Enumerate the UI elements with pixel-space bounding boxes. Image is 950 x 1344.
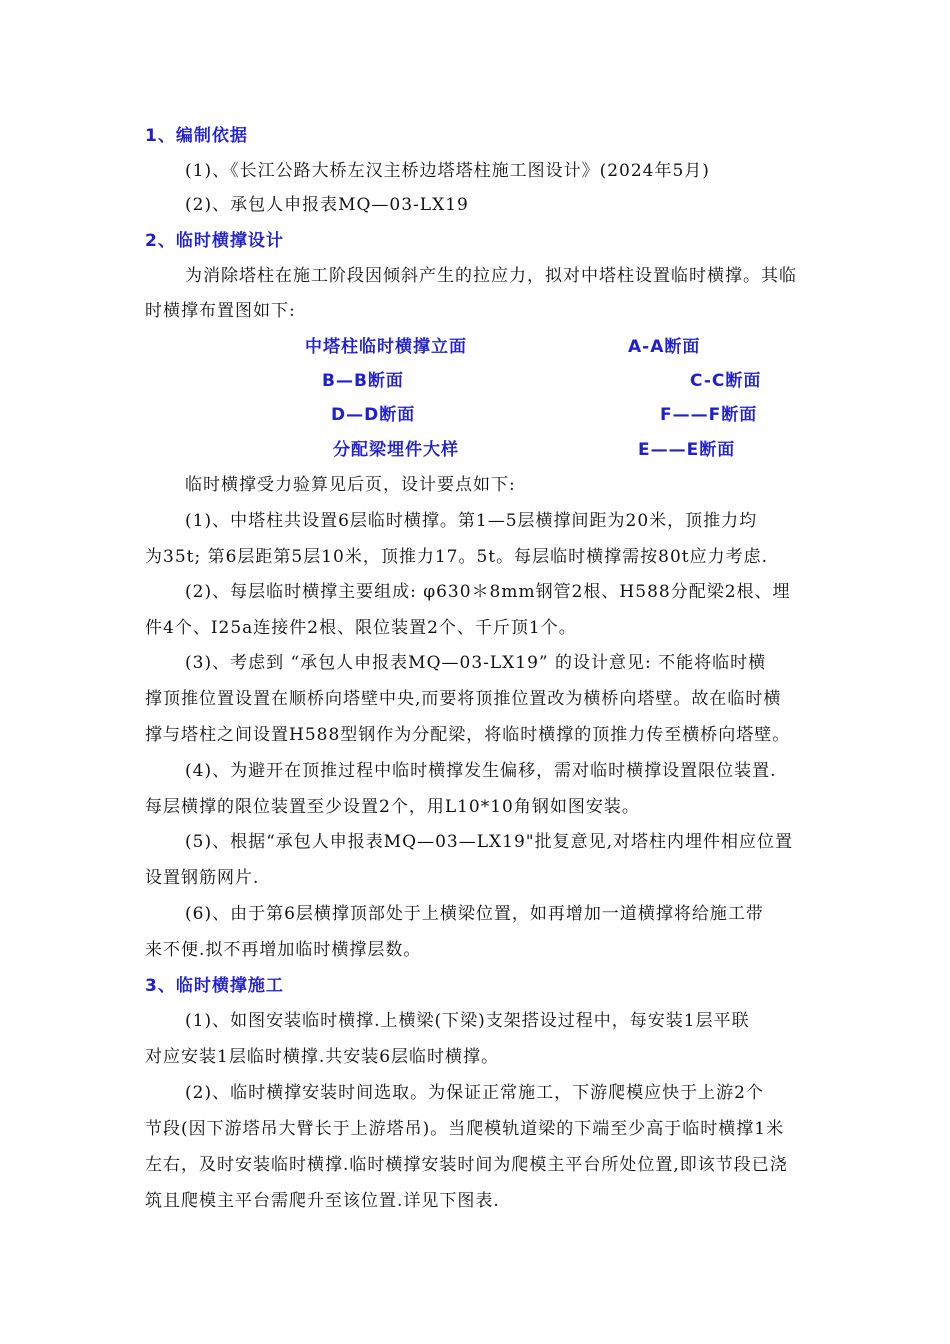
- paragraph-line: 左右，及时安装临时横撑.临时横撑安装时间为爬模主平台所处位置,即该节段已浇: [145, 1155, 788, 1175]
- paragraph-line: (1)、如图安装临时横撑.上横梁(下梁)支架搭设过程中，每安装1层平联: [185, 1011, 750, 1031]
- figure-link-section-e[interactable]: E——E断面: [638, 440, 736, 460]
- paragraph-line: 节段(因下游塔吊大臂长于上游塔吊)。当爬模轨道梁的下端至少高于临时横撑1米: [145, 1119, 785, 1139]
- figure-link-section-a[interactable]: A-A断面: [628, 337, 701, 357]
- figure-link-elevation[interactable]: 中塔柱临时横撑立面: [305, 337, 467, 357]
- paragraph-line: 为35t; 第6层距第5层10米，顶推力17。5t。每层临时横撑需按80t应力考虑.: [145, 547, 769, 567]
- paragraph-line: 撑与塔柱之间设置H588型钢作为分配梁，将临时横撑的顶推力传至横桥向塔壁。: [145, 725, 791, 745]
- section-heading-1: 1、编制依据: [145, 126, 248, 146]
- paragraph-line: 为消除塔柱在施工阶段因倾斜产生的拉应力，拟对中塔柱设置临时横撑。其临: [185, 266, 797, 286]
- figure-link-section-c[interactable]: C-C断面: [690, 371, 762, 391]
- paragraph-line: 临时横撑受力验算见后页，设计要点如下:: [185, 475, 516, 495]
- figure-link-section-d[interactable]: D—D断面: [331, 405, 416, 425]
- paragraph-line: (2)、临时横撑安装时间选取。为保证正常施工，下游爬模应快于上游2个: [185, 1083, 764, 1103]
- paragraph-line: 撑顶推位置设置在顺桥向塔壁中央,而要将顶推位置改为横桥向塔壁。故在临时横: [145, 689, 782, 709]
- figure-link-beam-detail[interactable]: 分配梁埋件大样: [333, 440, 459, 460]
- paragraph-line: (2)、承包人申报表MQ—03-LX19: [185, 195, 469, 215]
- paragraph-line: (3)、考虑到 “承包人申报表MQ—03-LX19” 的设计意见: 不能将临时横: [185, 653, 767, 673]
- paragraph-line: (4)、为避开在顶推过程中临时横撑发生偏移，需对临时横撑设置限位装置.: [185, 761, 777, 781]
- paragraph-line: (1)、《长江公路大桥左汉主桥边塔塔柱施工图设计》(2024年5月): [185, 161, 710, 181]
- figure-link-section-b[interactable]: B—B断面: [322, 371, 404, 391]
- paragraph-line: 来不便.拟不再增加临时横撑层数。: [145, 940, 422, 960]
- section-heading-3: 3、临时横撑施工: [145, 976, 284, 996]
- paragraph-line: 设置钢筋网片.: [145, 868, 260, 888]
- paragraph-line: 件4个、I25a连接件2根、限位装置2个、千斤顶1个。: [145, 618, 577, 638]
- paragraph-line: 每层横撑的限位装置至少设置2个，用L10*10角钢如图安装。: [145, 797, 640, 817]
- paragraph-line: 筑且爬模主平台需爬升至该位置.详见下图表.: [145, 1191, 500, 1211]
- paragraph-line: 对应安装1层临时横撑.共安装6层临时横撑。: [145, 1047, 500, 1067]
- section-heading-2: 2、临时横撑设计: [145, 231, 284, 251]
- paragraph-line: (5)、根据“承包人申报表MQ—03—LX19"批复意见,对塔柱内埋件相应位置: [185, 832, 793, 852]
- paragraph-line: 时横撑布置图如下:: [145, 301, 296, 321]
- paragraph-line: (6)、由于第6层横撑顶部处于上横梁位置，如再增加一道横撑将给施工带: [185, 904, 764, 924]
- paragraph-line: (2)、每层临时横撑主要组成: φ630＊8mm钢管2根、H588分配梁2根、埋: [185, 582, 791, 602]
- paragraph-line: (1)、中塔柱共设置6层临时横撑。第1—5层横撑间距为20米，顶推力均: [185, 511, 758, 531]
- figure-link-section-f[interactable]: F——F断面: [660, 405, 758, 425]
